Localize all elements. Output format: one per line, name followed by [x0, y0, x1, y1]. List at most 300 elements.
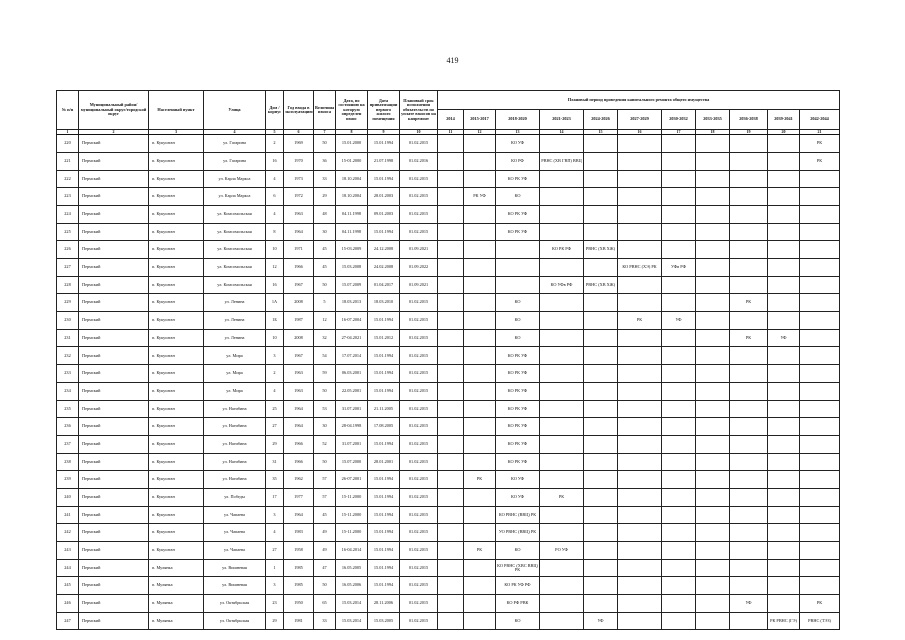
cell-repair-period [800, 312, 840, 330]
cell-wear: 50 [314, 577, 336, 595]
table-row [57, 559, 840, 577]
cell-repair-period [540, 400, 584, 418]
header-municipality: Муниципальный район/муниципальный округ/городской округ [79, 91, 149, 130]
header-year-period: 2024-2026 [584, 110, 618, 130]
cell-repair-period: КО [496, 612, 540, 630]
cell-date-first-privat: 15.01.1994 [368, 347, 400, 365]
cell-settlement: п. Мулянка [149, 559, 204, 577]
cell-repair-period [696, 152, 730, 170]
cell-no: 233 [57, 365, 79, 383]
cell-repair-period [768, 595, 800, 613]
cell-repair-period [800, 524, 840, 542]
cell-municipality: Пермский [79, 542, 149, 560]
cell-no: 223 [57, 188, 79, 206]
cell-date-condition: 27-04.2021 [336, 329, 368, 347]
cell-municipality: Пермский [79, 170, 149, 188]
cell-repair-period [768, 135, 800, 153]
cell-municipality: Пермский [79, 577, 149, 595]
cell-repair-period [662, 329, 696, 347]
cell-repair-period [464, 577, 496, 595]
cell-repair-period [584, 453, 618, 471]
cell-repair-period [696, 347, 730, 365]
cell-repair-period [618, 276, 662, 294]
cell-repair-period [464, 400, 496, 418]
cell-repair-period [800, 329, 840, 347]
cell-repair-period [438, 542, 464, 560]
cell-repair-period [438, 453, 464, 471]
cell-settlement: п. Кукуштан [149, 506, 204, 524]
table-row [57, 365, 840, 383]
cell-no: 226 [57, 241, 79, 259]
cell-repair-period [438, 595, 464, 613]
table-row [57, 435, 840, 453]
header-column-number: 16 [618, 130, 662, 135]
cell-repair-period [464, 365, 496, 383]
cell-no: 239 [57, 471, 79, 489]
cell-year: 1964 [284, 223, 314, 241]
cell-repair-period [800, 435, 840, 453]
cell-deadline: 01.02.2015 [400, 506, 438, 524]
cell-repair-period [768, 471, 800, 489]
cell-date-condition: 28-04.1998 [336, 418, 368, 436]
cell-municipality: Пермский [79, 612, 149, 630]
cell-repair-period [800, 488, 840, 506]
cell-house: 3 [266, 347, 284, 365]
table-row [57, 453, 840, 471]
cell-repair-period [618, 241, 662, 259]
cell-repair-period [540, 471, 584, 489]
cell-deadline: 01.02.2015 [400, 418, 438, 436]
cell-deadline: 01.02.2015 [400, 223, 438, 241]
cell-house: 27 [266, 418, 284, 436]
cell-street: ул. Ленина [204, 294, 266, 312]
cell-settlement: п. Кукуштан [149, 524, 204, 542]
cell-wear: 48 [314, 205, 336, 223]
table-row [57, 294, 840, 312]
cell-repair-period [584, 471, 618, 489]
cell-repair-period [696, 223, 730, 241]
cell-repair-period: КО РК УФ РФ [496, 577, 540, 595]
header-column-number: 15 [584, 130, 618, 135]
cell-repair-period [584, 135, 618, 153]
cell-repair-period [696, 329, 730, 347]
cell-municipality: Пермский [79, 329, 149, 347]
cell-date-condition: 15-11.2000 [336, 506, 368, 524]
table-row [57, 418, 840, 436]
cell-repair-period [662, 400, 696, 418]
header-no: № п/п [57, 91, 79, 130]
cell-year: 1966 [284, 259, 314, 277]
cell-municipality: Пермский [79, 595, 149, 613]
cell-year: 2008 [284, 329, 314, 347]
header-house: Дом / корпус [266, 91, 284, 130]
cell-settlement: п. Кукуштан [149, 188, 204, 206]
header-settlement: Населенный пункт [149, 91, 204, 130]
header-column-number: 9 [368, 130, 400, 135]
cell-repair-period [662, 595, 696, 613]
cell-settlement: п. Кукуштан [149, 152, 204, 170]
cell-date-first-privat: 15.01.1994 [368, 223, 400, 241]
cell-date-first-privat: 28.11.2006 [368, 595, 400, 613]
cell-repair-period [464, 524, 496, 542]
cell-repair-period [464, 453, 496, 471]
cell-repair-period [618, 577, 662, 595]
cell-repair-period: КО УФ [496, 488, 540, 506]
cell-repair-period [438, 223, 464, 241]
cell-no: 227 [57, 259, 79, 277]
cell-municipality: Пермский [79, 188, 149, 206]
cell-settlement: п. Мулянка [149, 577, 204, 595]
header-column-number: 1 [57, 130, 79, 135]
table-row [57, 205, 840, 223]
cell-repair-period [540, 559, 584, 577]
cell-municipality: Пермский [79, 152, 149, 170]
cell-wear: 29 [314, 188, 336, 206]
cell-repair-period: КО РФ РВК [496, 595, 540, 613]
cell-deadline: 01.02.2015 [400, 188, 438, 206]
cell-date-first-privat: 15.01.1994 [368, 471, 400, 489]
cell-repair-period [768, 418, 800, 436]
cell-year: 2008 [284, 294, 314, 312]
cell-repair-period [618, 400, 662, 418]
table-row [57, 241, 840, 259]
cell-repair-period [730, 152, 768, 170]
cell-wear: 12 [314, 312, 336, 330]
cell-house: 2 [266, 365, 284, 383]
cell-municipality: Пермский [79, 524, 149, 542]
cell-no: 230 [57, 312, 79, 330]
cell-repair-period [768, 259, 800, 277]
cell-repair-period: УО РВНС (ВВЦ) РК [496, 524, 540, 542]
cell-repair-period [438, 259, 464, 277]
cell-date-condition: 16-07.2004 [336, 312, 368, 330]
cell-municipality: Пермский [79, 294, 149, 312]
cell-repair-period [768, 382, 800, 400]
cell-house: 2 [266, 135, 284, 153]
cell-repair-period: РК РВНС (ГЭ) [768, 612, 800, 630]
cell-repair-period [438, 312, 464, 330]
cell-year: 1983 [284, 524, 314, 542]
cell-repair-period [464, 259, 496, 277]
cell-repair-period [438, 170, 464, 188]
cell-year: 1964 [284, 418, 314, 436]
cell-deadline: 01.02.2015 [400, 329, 438, 347]
cell-wear: 50 [314, 276, 336, 294]
cell-repair-period [800, 259, 840, 277]
cell-repair-period [540, 170, 584, 188]
cell-no: 220 [57, 135, 79, 153]
cell-house: 1 [266, 559, 284, 577]
cell-date-condition: 15.03.2014 [336, 595, 368, 613]
cell-date-first-privat: 24.02.2008 [368, 259, 400, 277]
cell-repair-period [438, 400, 464, 418]
cell-repair-period [730, 276, 768, 294]
cell-municipality: Пермский [79, 135, 149, 153]
cell-house: 8 [266, 223, 284, 241]
cell-municipality: Пермский [79, 223, 149, 241]
cell-repair-period: КО [496, 312, 540, 330]
cell-municipality: Пермский [79, 382, 149, 400]
cell-repair-period [696, 524, 730, 542]
cell-year: 1973 [284, 170, 314, 188]
cell-repair-period [730, 488, 768, 506]
cell-municipality: Пермский [79, 259, 149, 277]
table-row [57, 135, 840, 153]
cell-repair-period [730, 312, 768, 330]
cell-municipality: Пермский [79, 312, 149, 330]
table-row [57, 595, 840, 613]
cell-repair-period: РВНС (ХВ ХЖ) [584, 276, 618, 294]
cell-no: 234 [57, 382, 79, 400]
cell-repair-period [800, 170, 840, 188]
cell-repair-period [438, 612, 464, 630]
cell-repair-period [438, 294, 464, 312]
header-column-number: 3 [149, 130, 204, 135]
cell-repair-period [730, 577, 768, 595]
cell-repair-period [464, 241, 496, 259]
cell-year: 1969 [284, 135, 314, 153]
cell-repair-period [438, 382, 464, 400]
cell-repair-period [800, 506, 840, 524]
cell-wear: 36 [314, 152, 336, 170]
cell-repair-period [618, 595, 662, 613]
cell-repair-period [662, 418, 696, 436]
cell-repair-period [662, 276, 696, 294]
cell-settlement: п. Кукуштан [149, 418, 204, 436]
cell-year: 1971 [284, 241, 314, 259]
cell-repair-period [584, 294, 618, 312]
cell-settlement: п. Кукуштан [149, 365, 204, 383]
cell-repair-period [438, 241, 464, 259]
cell-year: 1964 [284, 400, 314, 418]
cell-deadline: 01.02.2015 [400, 205, 438, 223]
cell-date-condition: 22.05.2001 [336, 382, 368, 400]
header-column-number: 17 [662, 130, 696, 135]
cell-date-condition: 31.07.2001 [336, 400, 368, 418]
cell-settlement: п. Кукуштан [149, 471, 204, 489]
cell-repair-period [464, 276, 496, 294]
cell-repair-period [662, 506, 696, 524]
table-row [57, 223, 840, 241]
cell-repair-period: КО РК РФ [540, 241, 584, 259]
cell-settlement: п. Кукуштан [149, 294, 204, 312]
cell-street: ул. Октябрьская [204, 595, 266, 613]
header-date-first-privat: Дата приватизации первого жилого помещения [368, 91, 400, 130]
header-year-period: 2030-2032 [662, 110, 696, 130]
cell-deadline: 01.02.2015 [400, 577, 438, 595]
table-row [57, 170, 840, 188]
cell-wear: 54 [314, 347, 336, 365]
cell-repair-period [584, 577, 618, 595]
cell-repair-period [540, 453, 584, 471]
cell-no: 242 [57, 524, 79, 542]
cell-no: 247 [57, 612, 79, 630]
cell-repair-period [618, 347, 662, 365]
header-year-period: 2021-2023 [540, 110, 584, 130]
cell-date-first-privat: 28.01.2003 [368, 188, 400, 206]
cell-municipality: Пермский [79, 488, 149, 506]
header-column-number: 19 [730, 130, 768, 135]
cell-date-first-privat: 15.03.2005 [368, 612, 400, 630]
cell-date-first-privat: 28.01.2001 [368, 453, 400, 471]
cell-repair-period [540, 205, 584, 223]
cell-repair-period [768, 241, 800, 259]
table-row [57, 382, 840, 400]
cell-street: ул. Комсомольская [204, 276, 266, 294]
header-column-number: 5 [266, 130, 284, 135]
cell-house: 4 [266, 524, 284, 542]
cell-street: ул. Нагибина [204, 400, 266, 418]
cell-settlement: п. Кукуштан [149, 488, 204, 506]
cell-repair-period [768, 312, 800, 330]
cell-settlement: п. Кукуштан [149, 453, 204, 471]
cell-repair-period [730, 382, 768, 400]
cell-municipality: Пермский [79, 276, 149, 294]
cell-repair-period [496, 276, 540, 294]
cell-repair-period [800, 400, 840, 418]
cell-repair-period [618, 170, 662, 188]
cell-repair-period [768, 170, 800, 188]
cell-repair-period [438, 506, 464, 524]
cell-deadline: 01.02.2016 [400, 152, 438, 170]
header-column-number: 12 [464, 130, 496, 135]
cell-repair-period: КО РВНС (ВВЦ) РК [496, 506, 540, 524]
cell-street: ул. Гагарина [204, 152, 266, 170]
cell-date-condition: 15.03.2014 [336, 612, 368, 630]
header-wear: Величина износа [314, 91, 336, 130]
cell-no: 228 [57, 276, 79, 294]
cell-repair-period [730, 223, 768, 241]
cell-deadline: 01.02.2015 [400, 170, 438, 188]
cell-year: 1985 [284, 577, 314, 595]
cell-wear: 45 [314, 241, 336, 259]
cell-street: ул. Нагибина [204, 435, 266, 453]
cell-municipality: Пермский [79, 453, 149, 471]
cell-house: 3 [266, 577, 284, 595]
cell-repair-period [618, 365, 662, 383]
cell-repair-period [800, 205, 840, 223]
cell-repair-period [464, 205, 496, 223]
cell-repair-period [696, 365, 730, 383]
header-column-number: 4 [204, 130, 266, 135]
cell-year: 1966 [284, 453, 314, 471]
cell-repair-period [662, 471, 696, 489]
cell-repair-period: КО УФ [496, 471, 540, 489]
cell-repair-period [662, 559, 696, 577]
cell-deadline: 01.02.2015 [400, 471, 438, 489]
cell-house: 4 [266, 382, 284, 400]
cell-date-first-privat: 15.01.2012 [368, 329, 400, 347]
cell-date-condition: 06.03.2001 [336, 365, 368, 383]
table-row [57, 524, 840, 542]
cell-repair-period [800, 453, 840, 471]
cell-repair-period [768, 205, 800, 223]
cell-street: ул. Комсомольская [204, 223, 266, 241]
cell-repair-period [768, 294, 800, 312]
cell-repair-period [696, 170, 730, 188]
cell-street: ул. Нагибина [204, 418, 266, 436]
cell-no: 229 [57, 294, 79, 312]
table-row [57, 488, 840, 506]
cell-repair-period [768, 577, 800, 595]
cell-street: ул. Гагарина [204, 135, 266, 153]
cell-repair-period [800, 542, 840, 560]
cell-settlement: п. Мулянка [149, 595, 204, 613]
table-row [57, 259, 840, 277]
cell-date-first-privat: 15.01.1994 [368, 542, 400, 560]
cell-deadline: 01.02.2015 [400, 347, 438, 365]
cell-no: 225 [57, 223, 79, 241]
cell-repair-period [618, 453, 662, 471]
cell-repair-period [768, 542, 800, 560]
cell-repair-period: УФ [768, 329, 800, 347]
cell-repair-period: РК [800, 135, 840, 153]
cell-repair-period [768, 506, 800, 524]
cell-repair-period [662, 294, 696, 312]
cell-date-condition: 15-11.2000 [336, 488, 368, 506]
cell-repair-period [662, 453, 696, 471]
cell-repair-period [768, 488, 800, 506]
cell-repair-period [618, 152, 662, 170]
cell-repair-period [584, 524, 618, 542]
cell-repair-period [768, 524, 800, 542]
header-column-number: 13 [496, 130, 540, 135]
cell-year: 1981 [284, 612, 314, 630]
cell-no: 238 [57, 453, 79, 471]
capital-repair-table-container [56, 90, 833, 630]
cell-repair-period [730, 241, 768, 259]
cell-no: 241 [57, 506, 79, 524]
cell-repair-period [730, 542, 768, 560]
cell-house: 29 [266, 612, 284, 630]
cell-street: ул. Чапаева [204, 524, 266, 542]
cell-house: 17 [266, 488, 284, 506]
cell-repair-period [730, 365, 768, 383]
cell-date-condition: 18.03.2013 [336, 294, 368, 312]
table-header [57, 91, 840, 135]
cell-date-first-privat: 21.11.2005 [368, 400, 400, 418]
cell-repair-period [800, 365, 840, 383]
cell-repair-period [540, 135, 584, 153]
cell-deadline: 01.02.2015 [400, 382, 438, 400]
cell-repair-period [584, 488, 618, 506]
cell-settlement: п. Кукуштан [149, 400, 204, 418]
cell-house: 27 [266, 542, 284, 560]
cell-settlement: п. Кукуштан [149, 170, 204, 188]
cell-house: 3 [266, 506, 284, 524]
cell-repair-period: КО РК УФ [496, 453, 540, 471]
cell-repair-period [438, 152, 464, 170]
cell-repair-period [730, 559, 768, 577]
cell-repair-period [584, 542, 618, 560]
cell-deadline: 01.02.2015 [400, 435, 438, 453]
cell-house: 1Б [266, 312, 284, 330]
cell-repair-period [696, 435, 730, 453]
cell-date-first-privat: 15.01.1994 [368, 559, 400, 577]
cell-date-first-privat: 15.01.1994 [368, 312, 400, 330]
cell-repair-period [584, 506, 618, 524]
cell-repair-period [662, 382, 696, 400]
cell-deadline: 01.02.2015 [400, 312, 438, 330]
cell-repair-period [438, 329, 464, 347]
cell-date-first-privat: 24.12.2008 [368, 241, 400, 259]
cell-repair-period [618, 559, 662, 577]
cell-repair-period [540, 223, 584, 241]
cell-date-condition: 31.07.2001 [336, 435, 368, 453]
cell-repair-period [618, 471, 662, 489]
cell-repair-period [540, 188, 584, 206]
cell-street: ул. Мира [204, 347, 266, 365]
